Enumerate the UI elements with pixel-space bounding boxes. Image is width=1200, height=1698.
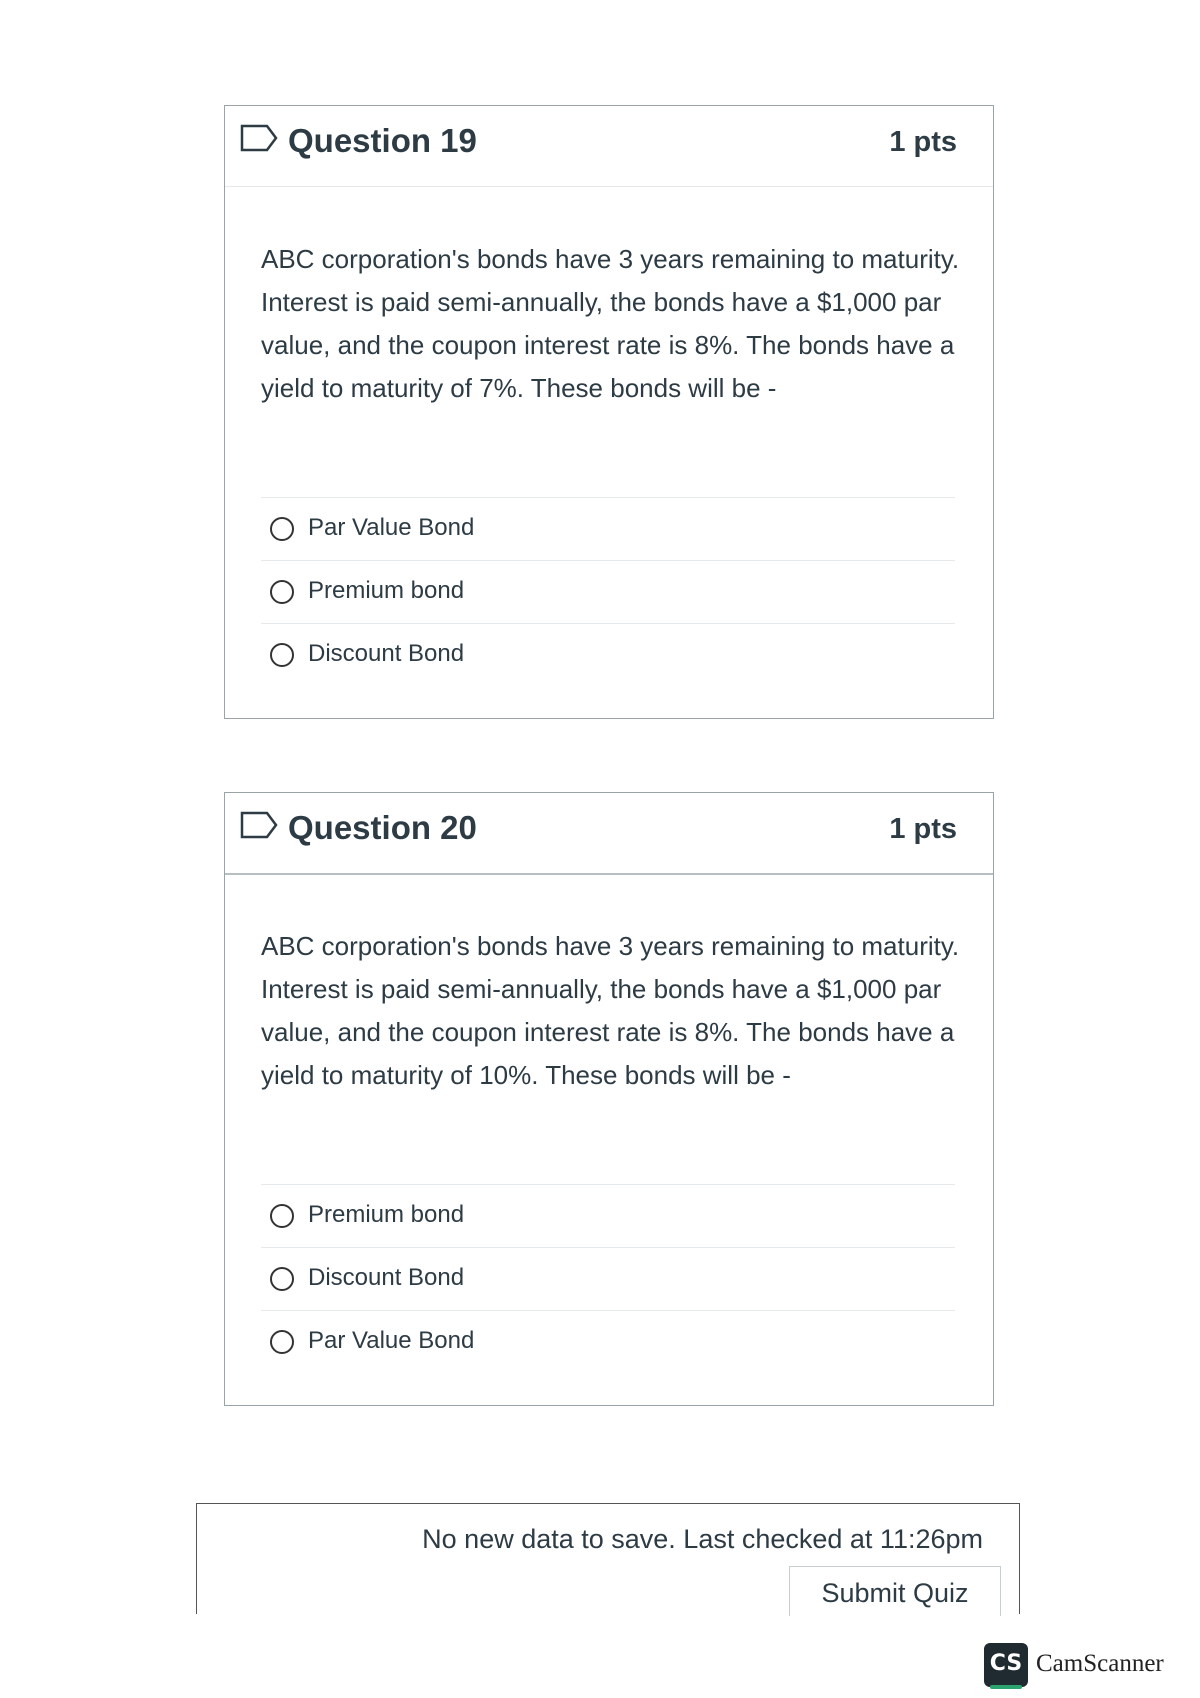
answer-label[interactable]: Premium bond (308, 1201, 465, 1228)
answer-list (261, 497, 955, 686)
question-header (225, 793, 993, 875)
question-20-card (224, 792, 994, 1406)
flag-icon[interactable] (239, 123, 279, 153)
question-19-card (224, 105, 994, 719)
answer-label[interactable]: Par Value Bond (308, 1327, 475, 1354)
answer-option[interactable] (261, 623, 955, 686)
camscanner-logo-icon: CS (984, 1643, 1028, 1687)
answer-label[interactable]: Premium bond (308, 577, 465, 604)
answer-list (261, 1184, 955, 1373)
question-points: 1 pts (889, 813, 957, 845)
flag-icon[interactable] (239, 810, 279, 840)
submit-quiz-button[interactable]: Submit Quiz (789, 1566, 1001, 1616)
answer-label[interactable]: Discount Bond (308, 640, 465, 667)
radio-icon[interactable] (270, 580, 294, 604)
radio-icon[interactable] (270, 643, 294, 667)
answer-option[interactable] (261, 497, 955, 560)
answer-option[interactable] (261, 560, 955, 623)
question-header (225, 106, 993, 187)
question-points: 1 pts (889, 126, 957, 158)
question-title: Question 20 (288, 809, 477, 846)
answer-option[interactable] (261, 1310, 955, 1373)
question-text: ABC corporation's bonds have 3 years remaining to maturity. Interest is paid semi-annually, the bonds have a $1,000 par value, and the coupon interest rate is 8%. The bonds have a yield to maturity of 7%. These bonds will be - (261, 244, 960, 403)
quiz-footer (196, 1503, 1020, 1614)
radio-icon[interactable] (270, 517, 294, 541)
answer-option[interactable] (261, 1247, 955, 1310)
answer-option[interactable] (261, 1184, 955, 1247)
radio-icon[interactable] (270, 1204, 294, 1228)
answer-label[interactable]: Par Value Bond (308, 514, 475, 541)
camscanner-brand: CamScanner (1036, 1650, 1164, 1677)
answer-label[interactable]: Discount Bond (308, 1264, 465, 1291)
save-status: No new data to save. Last checked at 11:26pm (422, 1524, 983, 1554)
question-text: ABC corporation's bonds have 3 years remaining to maturity. Interest is paid semi-annually, the bonds have a $1,000 par value, and the coupon interest rate is 8%. The bonds have a yield to maturity of 10%. These bonds will be - (261, 931, 960, 1090)
radio-icon[interactable] (270, 1330, 294, 1354)
question-title: Question 19 (288, 122, 477, 159)
radio-icon[interactable] (270, 1267, 294, 1291)
